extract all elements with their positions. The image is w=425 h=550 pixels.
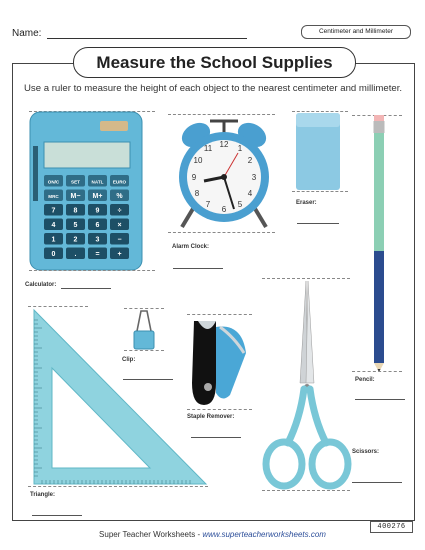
svg-text:2: 2 [247, 156, 253, 165]
svg-text:9: 9 [191, 173, 197, 182]
calculator-key-label: + [117, 250, 122, 258]
calculator-key-label: 1 [51, 236, 56, 244]
calculator-key-label: M− [70, 192, 81, 200]
calculator-key-label: − [117, 236, 122, 244]
worksheet-code: 400276 [370, 521, 413, 533]
svg-text:7: 7 [205, 200, 211, 209]
eraser-label: Eraser: [296, 200, 317, 206]
svg-text:1: 1 [237, 144, 243, 153]
svg-text:11: 11 [203, 144, 213, 153]
alarm-clock-label: Alarm Clock: [172, 244, 210, 250]
calculator-key-label: 0 [51, 250, 56, 258]
calculator-key-label: 9 [95, 207, 100, 215]
calculator-key-label: 8 [73, 207, 78, 215]
alarm-clock-answer-line[interactable] [173, 268, 223, 269]
calculator-key-label: 6 [95, 221, 100, 229]
footer-url[interactable]: www.superteacherworksheets.com [202, 530, 326, 539]
pencil-answer-line[interactable] [355, 399, 405, 400]
calculator-key-label: SET [71, 179, 80, 185]
triangle-label: Triangle: [30, 492, 56, 498]
scissors-bottom-guide [262, 490, 350, 491]
eraser-top-guide [292, 111, 348, 112]
svg-text:5: 5 [237, 200, 243, 209]
eraser-answer-line[interactable] [297, 223, 339, 224]
name-label: Name: [12, 28, 42, 39]
scissors-icon [262, 279, 352, 491]
footer-separator: - [195, 530, 203, 539]
calculator-answer-line[interactable] [61, 288, 111, 289]
clock-bottom-guide [168, 232, 275, 233]
calculator-key-label: 7 [51, 207, 56, 215]
alarm-clock-icon [174, 115, 274, 235]
calculator-key-label: M+ [92, 192, 103, 200]
calculator-bottom-guide [29, 270, 155, 271]
triangle-top-guide [28, 306, 88, 307]
calculator-key-label: . [74, 250, 77, 258]
scissors-label: Scissors: [352, 449, 380, 455]
scissors-answer-line[interactable] [352, 482, 402, 483]
calculator-key-label: ON/C [47, 179, 60, 185]
page-title: Measure the School Supplies [73, 47, 356, 78]
triangle-ruler-icon [32, 308, 210, 488]
calculator-key-label: 3 [95, 236, 100, 244]
svg-text:6: 6 [221, 205, 227, 214]
eraser-icon [296, 113, 341, 191]
staple-remover-label: Staple Remover: [187, 414, 235, 420]
name-line[interactable] [47, 38, 247, 39]
calculator-key-label: 2 [73, 236, 78, 244]
instructions: Use a ruler to measure the height of each object to the nearest centimeter and millimeter. [24, 83, 403, 94]
eraser-bottom-guide [292, 191, 348, 192]
calculator-key-label: ÷ [117, 207, 122, 215]
pencil-bottom-guide [352, 371, 402, 372]
clip-label: Clip: [122, 357, 136, 363]
pencil-label: Pencil: [355, 377, 375, 383]
svg-text:10: 10 [193, 156, 203, 165]
calculator-key-label: = [95, 250, 100, 258]
calculator-key-label: 5 [73, 221, 78, 229]
svg-text:4: 4 [247, 189, 253, 198]
calculator-key-label: % [116, 192, 123, 200]
triangle-bottom-guide [28, 486, 208, 487]
svg-text:8: 8 [194, 189, 200, 198]
calculator-key-label: EURO [112, 179, 127, 185]
calculator-label: Calculator: [25, 282, 57, 288]
triangle-answer-line[interactable] [32, 515, 82, 516]
calculator-key-label: × [117, 221, 122, 229]
footer [0, 530, 425, 539]
calculator-key-label: 4 [51, 221, 56, 229]
pencil-icon [372, 115, 386, 373]
calculator-key-label: NATL [91, 179, 104, 185]
footer-brand: Super Teacher Worksheets [99, 530, 196, 539]
calculator-key-label: MRC [48, 193, 59, 199]
topic-badge: Centimeter and Millimeter [301, 25, 411, 39]
svg-text:3: 3 [251, 173, 257, 182]
calculator-icon [30, 112, 145, 272]
svg-text:12: 12 [219, 140, 229, 149]
